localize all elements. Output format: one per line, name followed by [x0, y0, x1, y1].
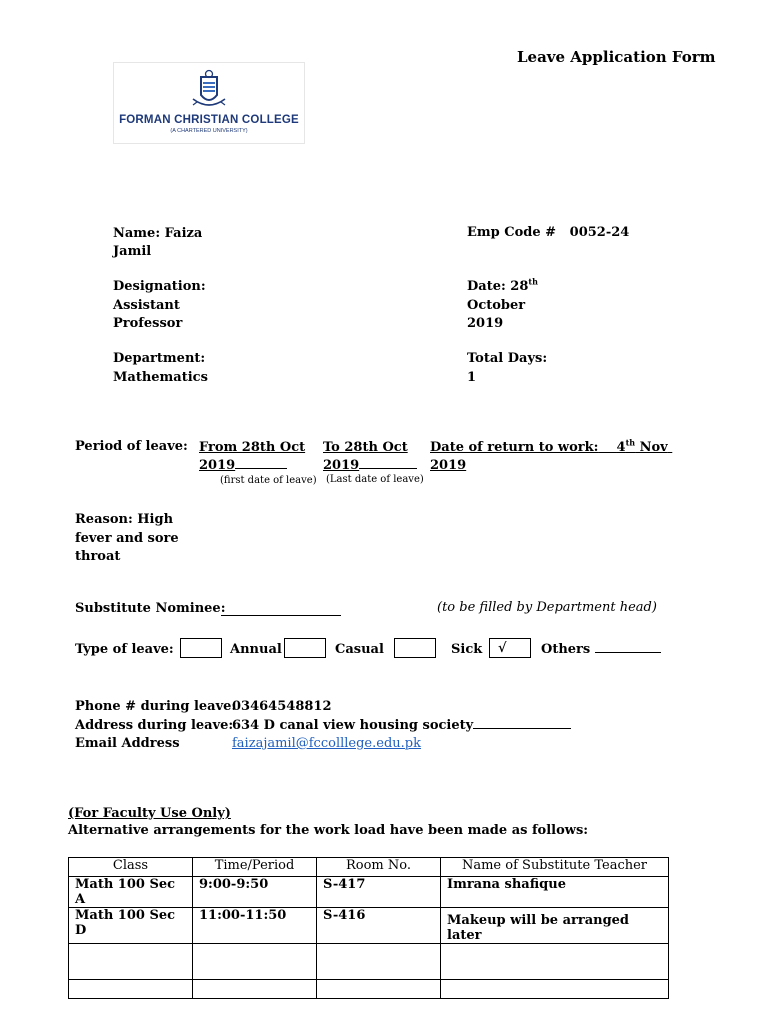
- table-row: [69, 877, 669, 908]
- return-year: 2019: [430, 458, 467, 473]
- annual-checkbox[interactable]: [180, 638, 222, 658]
- cell-time[interactable]: [193, 944, 317, 980]
- designation-line2: Professor: [113, 316, 183, 331]
- table-row: [69, 980, 669, 999]
- cell-class[interactable]: [69, 944, 193, 980]
- from-line2: 2019: [199, 458, 236, 473]
- reason-line1: Reason: High: [75, 512, 174, 527]
- department-value: Mathematics: [113, 369, 208, 385]
- department: [113, 350, 208, 387]
- return-label: Date of return to work:: [430, 440, 599, 455]
- leave-type-label: Type of leave:: [75, 642, 174, 657]
- employee-name: [113, 225, 202, 261]
- substitute-label: Substitute Nominee:: [75, 601, 226, 616]
- cell-room[interactable]: [317, 944, 441, 980]
- cell-substitute[interactable]: [441, 944, 669, 980]
- empcode-value: 0052-24: [569, 225, 630, 240]
- name-label: Name: Faiza: [113, 226, 203, 241]
- totaldays-label: Total Days:: [467, 351, 548, 366]
- table-row: [69, 944, 669, 980]
- totaldays-value: 1: [467, 369, 477, 385]
- col-class: Class: [69, 858, 193, 877]
- return-date: [430, 439, 672, 475]
- date-year: 2019: [467, 316, 504, 331]
- cell-substitute: [441, 908, 669, 944]
- address-label: Address during leave:: [75, 717, 234, 733]
- faculty-heading: (For Faculty Use Only): [68, 806, 231, 821]
- application-date: [467, 278, 538, 334]
- table-row: [69, 908, 669, 944]
- cell-room: S-417: [317, 877, 441, 908]
- annual-label: Annual: [230, 642, 282, 657]
- arrangements-table: [68, 857, 669, 999]
- department-label: Department:: [113, 351, 206, 366]
- reason-line3: throat: [75, 549, 121, 564]
- sick-label: Sick: [451, 642, 483, 657]
- period-to: [323, 439, 417, 475]
- designation-line1: Assistant: [113, 297, 180, 313]
- cell-substitute[interactable]: [441, 980, 669, 999]
- others-label: [541, 642, 661, 657]
- form-title: Leave Application Form: [517, 48, 716, 66]
- casual-checkbox[interactable]: [284, 638, 326, 658]
- cell-class: Math 100 Sec D: [69, 908, 193, 944]
- cell-class: Math 100 Sec A: [69, 877, 193, 908]
- phone-label: Phone # during leave:: [75, 699, 237, 714]
- to-line1: To 28th Oct: [323, 440, 408, 455]
- cell-substitute: Imrana shafique: [441, 877, 669, 908]
- address-value: 634 D canal view housing society: [232, 717, 474, 733]
- casual-label: Casual: [335, 642, 384, 657]
- date-sup: th: [528, 276, 538, 287]
- to-line2: 2019: [323, 458, 360, 473]
- logo-subtitle: (A CHARTERED UNIVERSITY): [170, 128, 248, 134]
- cell-time: 9:00-9:50: [193, 877, 317, 908]
- substitute-note: Makeup will be arranged later: [447, 913, 630, 943]
- logo-college-name: FORMAN CHRISTIAN COLLEGE: [119, 114, 299, 126]
- substitute-note: (to be filled by Department head): [437, 600, 657, 615]
- cell-room[interactable]: [317, 980, 441, 999]
- designation-label: Designation:: [113, 279, 206, 294]
- phone-value: 03464548812: [232, 699, 332, 714]
- col-time: Time/Period: [193, 858, 317, 877]
- employee-code: [467, 225, 629, 240]
- college-crest-icon: [187, 69, 231, 111]
- faculty-intro: Alternative arrangements for the work load have been made as follows:: [68, 823, 589, 838]
- from-line1: From 28th Oct: [199, 440, 306, 455]
- cell-class[interactable]: [69, 980, 193, 999]
- college-logo: [113, 62, 305, 144]
- cell-time: 11:00-11:50: [193, 908, 317, 944]
- date-label: Date: 28: [467, 279, 529, 294]
- col-room: Room No.: [317, 858, 441, 877]
- return-day: 4: [616, 440, 626, 455]
- email-link[interactable]: faizajamil@fccolllege.edu.pk: [232, 736, 421, 751]
- others-checkbox[interactable]: √: [489, 638, 531, 658]
- cell-time[interactable]: [193, 980, 317, 999]
- reason-line2: fever and sore: [75, 530, 179, 546]
- sick-checkbox[interactable]: [394, 638, 436, 658]
- substitute-field[interactable]: [221, 604, 341, 616]
- from-note: (first date of leave): [220, 475, 317, 486]
- period-label: Period of leave:: [75, 439, 188, 454]
- period-from: [199, 439, 305, 475]
- return-month: Nov: [635, 440, 668, 455]
- email-label: Email Address: [75, 736, 180, 751]
- designation: [113, 278, 206, 334]
- others-text: Others: [541, 642, 591, 657]
- reason: [75, 511, 179, 567]
- contact-labels: [75, 698, 236, 754]
- date-month: October: [467, 297, 526, 313]
- name-continued: Jamil: [113, 244, 152, 259]
- contact-values: [232, 698, 571, 754]
- col-substitute: Name of Substitute Teacher: [441, 858, 669, 877]
- to-note: (Last date of leave): [326, 474, 424, 485]
- table-header-row: [69, 858, 669, 877]
- return-sup: th: [625, 437, 636, 448]
- empcode-label: Emp Code #: [467, 225, 557, 240]
- total-days: [467, 350, 547, 387]
- cell-room: S-416: [317, 908, 441, 944]
